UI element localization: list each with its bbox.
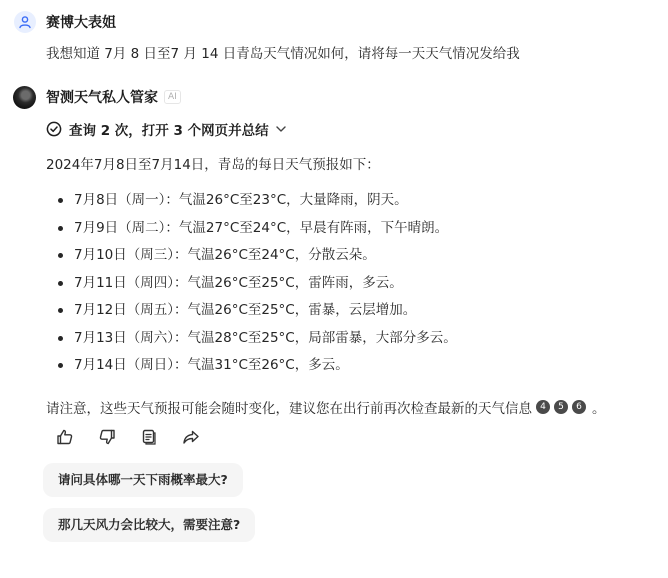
forecast-item: 7月10日（周三）：气温26°C至24°C，分散云朵。	[56, 245, 457, 273]
check-circle-icon	[46, 121, 62, 137]
note-text: 请注意，这些天气预报可能会随时变化，建议您在出行前再次检查最新的天气信息	[46, 401, 532, 417]
bot-name: 智测天气私人管家	[46, 90, 158, 106]
citation-badge[interactable]: 6	[572, 400, 586, 414]
thumbs-down-icon	[98, 428, 116, 446]
search-summary-toggle[interactable]	[46, 119, 287, 139]
note-end: 。	[592, 401, 606, 417]
answer-intro: 2024年7月8日至7月14日，青岛的每日天气预报如下：	[46, 157, 380, 173]
bot-avatar	[13, 86, 36, 109]
forecast-item: 7月8日（周一）：气温26°C至23°C，大量降雨，阴天。	[56, 190, 457, 218]
forecast-item: 7月13日（周六）：气温28°C至25°C，局部雷暴，大部分多云。	[56, 328, 457, 356]
answer-note	[46, 397, 606, 417]
copy-icon	[140, 428, 158, 446]
thumbs-up-button[interactable]	[55, 427, 75, 447]
user-name: 赛博大表姐	[46, 15, 116, 31]
chevron-down-icon	[275, 123, 287, 135]
citation-badge[interactable]: 5	[554, 400, 568, 414]
suggestion-chip[interactable]: 那几天风力会比较大，需要注意?	[43, 508, 255, 542]
copy-button[interactable]	[139, 427, 159, 447]
forecast-item: 7月12日（周五）：气温26°C至25°C，雷暴，云层增加。	[56, 300, 457, 328]
thumbs-up-icon	[56, 428, 74, 446]
user-avatar	[14, 11, 36, 33]
ai-badge: AI	[164, 90, 181, 104]
forecast-item: 7月9日（周二）：气温27°C至24°C，早晨有阵雨，下午晴朗。	[56, 218, 457, 246]
bot-name-row	[46, 87, 181, 107]
forecast-item: 7月14日（周日）：气温31°C至26°C，多云。	[56, 355, 457, 383]
thumbs-down-button[interactable]	[97, 427, 117, 447]
search-summary-text: 查询 2 次，打开 3 个网页并总结	[69, 123, 269, 139]
share-icon	[182, 428, 200, 446]
share-button[interactable]	[181, 427, 201, 447]
message-actions	[55, 427, 201, 447]
user-message: 我想知道 7月 8 日至7 月 14 日青岛天气情况如何，请将每一天天气情况发给我	[46, 46, 520, 62]
citation-badge[interactable]: 4	[536, 400, 550, 414]
user-icon	[18, 15, 32, 29]
forecast-item: 7月11日（周四）：气温26°C至25°C，雷阵雨，多云。	[56, 273, 457, 301]
forecast-list	[56, 190, 457, 383]
suggestion-chip[interactable]: 请问具体哪一天下雨概率最大?	[43, 463, 243, 497]
